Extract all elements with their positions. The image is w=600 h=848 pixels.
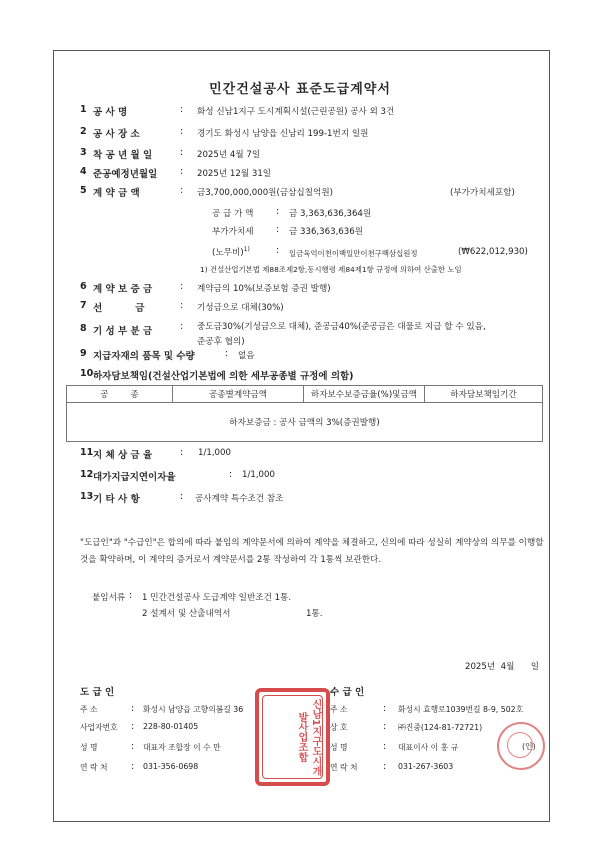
item-7-value: 기성금으로 대체(30%)	[197, 303, 284, 313]
item-6-value: 계약금의 10%(보증보험 증권 발행)	[197, 284, 331, 294]
contractor-address-label: 주 소	[80, 705, 98, 714]
supplier-name: 대표이사 이 홍 규	[398, 743, 459, 752]
attachment-1: 1 민간건설공사 도급계약 일반조건 1통.	[142, 593, 292, 603]
contractor-seal-stamp	[255, 688, 330, 786]
item-13-value: 공사계약 특수조건 참조	[195, 494, 284, 504]
item-11-colon: :	[180, 447, 184, 458]
item-9-number: 9	[80, 348, 87, 359]
supplier-seal-stamp	[497, 722, 545, 770]
item-5-number: 5	[80, 185, 87, 196]
contractor-name: 대표자 조합장 이 수 만	[143, 743, 221, 752]
contractor-seal-text: 신남1지구도시개발사업조합	[262, 695, 323, 779]
table-header-cell: 공 종	[67, 386, 173, 403]
item-2-value: 경기도 화성시 남양읍 신남리 199-1번지 일원	[197, 129, 369, 139]
item-9-label: 지급자재의 품목 및 수량	[93, 351, 195, 362]
item-6-number: 6	[80, 281, 87, 292]
supplier-address-label: 주 소	[330, 705, 348, 714]
item-4-label: 준공예정년월일	[93, 169, 158, 180]
supplier-company: ㈜진중(124-81-72721)	[398, 723, 483, 732]
vat-label: 부가가치세	[212, 227, 254, 237]
item-11-label: 지 체 상 금 율	[93, 450, 153, 461]
item-10-label: 하자담보책임(건설산업기본법에 의한 세부공종별 규정에 의함)	[93, 371, 354, 382]
attachments-colon: :	[129, 590, 133, 601]
supplier-address-colon: :	[383, 703, 387, 714]
contractor-biz-label: 사업자번호	[80, 723, 118, 732]
item-4-number: 4	[80, 166, 87, 177]
item-4-colon: :	[180, 166, 184, 177]
item-1-value: 화성 신남1지구 도시계획시설(근린공원) 공사 외 3건	[197, 107, 395, 117]
item-3-number: 3	[80, 147, 87, 158]
supply-price-label: 공 급 가 액	[212, 209, 254, 219]
attachment-2: 2 설계서 및 산출내역서	[142, 609, 231, 619]
attachments-label: 붙임서류	[92, 593, 126, 603]
table-header-cell: 하자보수보증금율(%)및금액	[304, 386, 425, 403]
supplier-address: 화성시 효행로1039번길 8-9, 502호	[398, 705, 524, 714]
item-13-number: 13	[80, 491, 94, 502]
item-9-colon: :	[225, 348, 229, 359]
document-title: 민간건설공사 표준도급계약서	[209, 82, 391, 97]
defect-liability-table	[66, 385, 543, 442]
item-8-label: 기 성 부 분 금	[93, 326, 153, 337]
contractor-title: 도 급 인	[80, 687, 115, 698]
item-7-number: 7	[80, 300, 87, 311]
item-4-value: 2025년 12월 31일	[197, 169, 272, 179]
item-3-value: 2025년 4월 7일	[197, 150, 261, 160]
contractor-name-label: 성 명	[80, 743, 98, 752]
labor-cost-amount: (₩622,012,930)	[458, 247, 528, 257]
item-6-label: 계 약 보 증 금	[93, 284, 153, 295]
supplier-biz-label: 상 호	[330, 723, 348, 732]
item-10-number: 10	[80, 368, 94, 379]
item-2-label: 공 사 장 소	[93, 129, 140, 140]
table-header-row	[67, 386, 543, 403]
item-6-colon: :	[180, 281, 184, 292]
item-2-colon: :	[180, 126, 184, 137]
item-8-value: 중도금30%(기성금으로 대체), 준공금40%(준공금은 대물로 지급 할 수 있음,	[197, 322, 486, 332]
contract-statement: "도급인"과 "수급인"은 합의에 따라 붙임의 계약문서에 의하여 계약을 체결하고, 신의에 따라 성실히 계약상의 의무를 이행할 것을 확약하며, 이 계약의 증거로서 계약문서를 2통 작성하여 각 1통씩 보관한다.	[80, 538, 544, 565]
defect-guarantee-cell: 하자보증금 : 공사 금액의 3%(증권발행)	[67, 403, 543, 442]
item-12-value: 1/1,000	[242, 470, 275, 480]
contractor-biz-colon: :	[131, 721, 135, 732]
labor-cost-label	[212, 246, 250, 258]
contractor-tel-label: 연 락 처	[80, 763, 108, 772]
item-7-colon: :	[180, 300, 184, 311]
supplier-name-colon: :	[383, 741, 387, 752]
labor-cost-value: 일금육억이천이백일만이천구백삼십원정	[289, 249, 418, 258]
supply-price-colon: :	[276, 206, 280, 217]
item-5-label: 계 약 금 액	[93, 188, 140, 199]
supplier-tel: 031-267-3603	[398, 762, 454, 771]
labor-cost-colon: :	[276, 245, 280, 256]
supplier-title: 수 급 인	[330, 687, 365, 698]
item-8-value-line2: 준공후 협의)	[197, 337, 245, 347]
supplier-seal-inner-ring	[507, 732, 533, 758]
contractor-biz-number: 228-80-01405	[143, 722, 199, 731]
item-13-label: 기 타 사 항	[93, 494, 140, 505]
table-header-cell: 하자담보책임기간	[425, 386, 543, 403]
supplier-tel-label: 연 락 처	[330, 763, 358, 772]
supplier-tel-colon: :	[383, 761, 387, 772]
item-2-number: 2	[80, 126, 87, 137]
item-3-colon: :	[180, 147, 184, 158]
contractor-tel: 031-356-0698	[143, 762, 199, 771]
table-row	[67, 403, 543, 442]
item-3-label: 착 공 년 월 일	[93, 150, 153, 161]
item-11-number: 11	[80, 447, 94, 458]
contract-amount-value: 금3,700,000,000원(금삼십칠억원)	[197, 188, 333, 198]
item-12-colon: :	[229, 469, 233, 480]
labor-cost-label-text: (노무비)	[212, 248, 244, 258]
contractor-tel-colon: :	[131, 761, 135, 772]
item-5-colon: :	[180, 185, 184, 196]
item-7-label: 선 금	[93, 303, 145, 314]
supplier-name-label: 성 명	[330, 743, 348, 752]
supplier-seal-mark: (인)	[522, 742, 536, 751]
contractor-name-colon: :	[131, 741, 135, 752]
item-1-colon: :	[180, 104, 184, 115]
item-11-value: 1/1,000	[198, 448, 231, 458]
labor-cost-footnote-mark: 1)	[243, 246, 250, 254]
item-1-number: 1	[80, 104, 87, 115]
item-9-value: 없음	[238, 351, 255, 361]
attachment-2-count: 1통.	[306, 609, 323, 619]
vat-value: 금 336,363,636원	[289, 227, 364, 237]
supply-price-value: 금 3,363,636,364원	[289, 209, 372, 219]
item-8-colon: :	[180, 321, 184, 332]
contractor-address: 화성시 남양읍 고향의봄길 36	[143, 705, 244, 714]
table-header-cell: 공종별계약금액	[173, 386, 304, 403]
item-12-number: 12	[80, 469, 94, 480]
item-8-number: 8	[80, 323, 87, 334]
item-12-label: 대가지급지연이자율	[93, 472, 176, 483]
item-13-colon: :	[180, 491, 184, 502]
contract-date: 2025년 4월 일	[465, 662, 540, 672]
vat-colon: :	[276, 224, 280, 235]
contractor-address-colon: :	[131, 703, 135, 714]
supplier-biz-colon: :	[383, 721, 387, 732]
vat-included-note: (부가가치세포함)	[450, 188, 515, 198]
item-1-label: 공 사 명	[93, 107, 128, 118]
labor-cost-footnote: 1) 건설산업기본법 제88조제2항,동시행령 제84제1항 규정에 의하여 산출한 노임	[200, 265, 462, 274]
